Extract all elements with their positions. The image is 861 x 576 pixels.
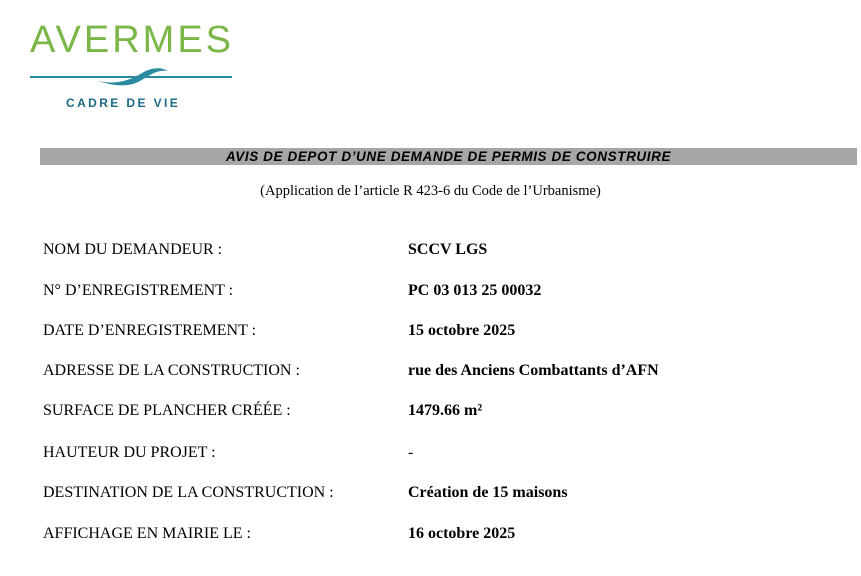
notice-title: AVIS DE DEPOT D’UNE DEMANDE DE PERMIS DE CONSTRUIRE: [225, 149, 672, 164]
notice-title-bar: [40, 148, 857, 165]
field-value: -: [408, 444, 414, 461]
field-value: 15 octobre 2025: [408, 322, 516, 339]
field-value: 1479.66 m²: [408, 402, 483, 419]
field-row-applicant: [0, 241, 861, 263]
field-label: DESTINATION DE LA CONSTRUCTION :: [43, 484, 334, 501]
logo-wordmark: AVERMES: [30, 19, 235, 61]
field-label: SURFACE DE PLANCHER CRÉÉE :: [43, 402, 291, 419]
field-label: HAUTEUR DU PROJET :: [43, 444, 216, 461]
field-label: N° D’ENREGISTREMENT :: [43, 282, 234, 299]
field-value: SCCV LGS: [408, 241, 488, 258]
field-label: DATE D’ENREGISTREMENT :: [43, 322, 257, 339]
field-row-registration-date: [0, 322, 861, 344]
field-value: Création de 15 maisons: [408, 484, 568, 501]
field-value: PC 03 013 25 00032: [408, 282, 542, 299]
field-row-destination: [0, 484, 861, 506]
wave-icon: [30, 65, 232, 87]
field-row-height: [0, 444, 861, 466]
field-value: rue des Anciens Combattants d’AFN: [408, 362, 659, 379]
field-label: NOM DU DEMANDEUR :: [43, 241, 223, 258]
notice-subtitle: (Application de l’article R 423-6 du Code de l’Urbanisme): [260, 183, 601, 199]
field-label: AFFICHAGE EN MAIRIE LE :: [43, 525, 251, 542]
field-value: 16 octobre 2025: [408, 525, 516, 542]
field-row-posting-date: [0, 525, 861, 547]
logo-tagline: CADRE DE VIE: [66, 96, 181, 110]
field-row-registration-number: [0, 282, 861, 304]
field-row-address: [0, 362, 861, 384]
field-label: ADRESSE DE LA CONSTRUCTION :: [43, 362, 300, 379]
field-row-floor-area: [0, 402, 861, 424]
avermes-logo: [30, 20, 235, 115]
